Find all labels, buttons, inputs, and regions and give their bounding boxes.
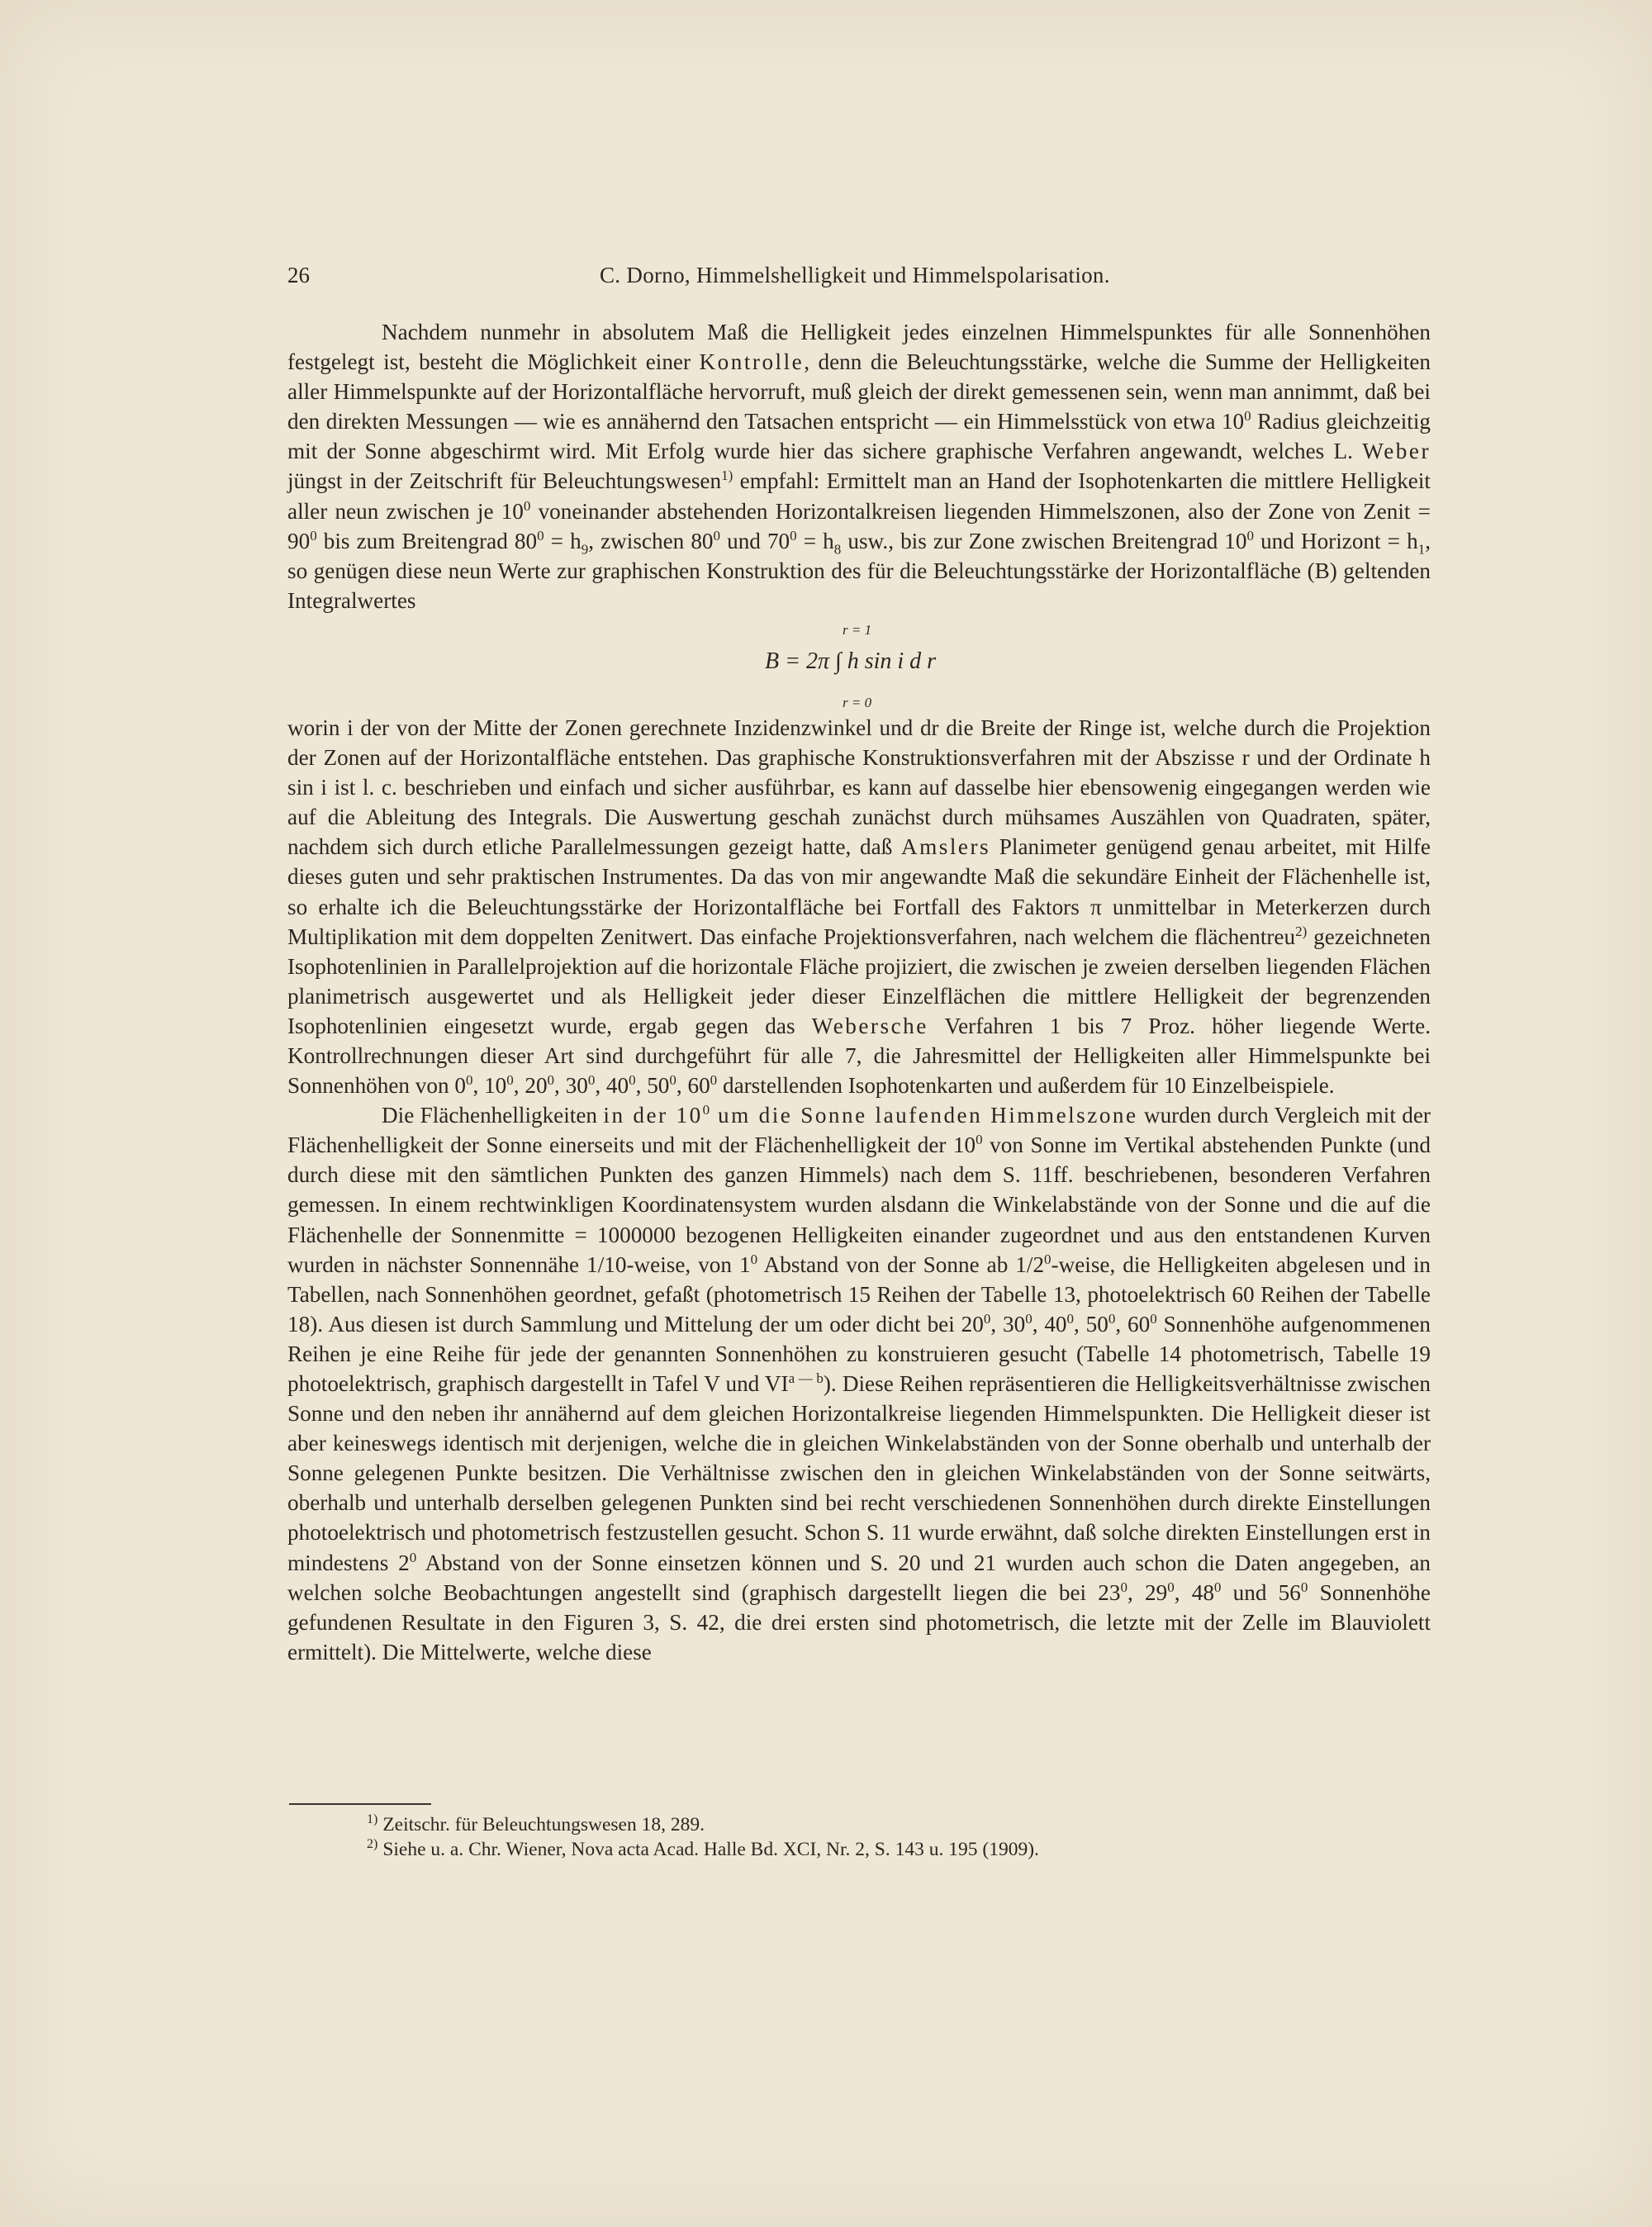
running-title: C. Dorno, Himmelshelligkeit und Himmelspolarisation. bbox=[600, 263, 1110, 287]
page-header bbox=[287, 263, 1427, 296]
integral-formula bbox=[287, 615, 1431, 713]
paragraph-2: worin i der von der Mitte der Zonen gerechnete Inzidenzwinkel und dr die Breite der Ringe ist, welche durch die Projektion der Zonen auf der Horizontalfläche entstehen. Das graphische Konstruktionsverfahren mit der Abszisse r und der Ordinate h sin i ist l. c. beschrieben und einfach und sicher ausführbar, es kann auf dasselbe hier ebensowenig eingegangen werden wie auf die Ableitung des Integrals. Die Auswertung geschah zunächst durch mühsames Auszählen von Quadraten, später, nachdem sich durch etliche Parallelmessungen gezeigt hatte, daß Amslers Planimeter genügend genau arbeitet, mit Hilfe dieses guten und sehr praktischen Instrumentes. Da das von mir angewandte Maß die sekundäre Einheit der Flächenhelle ist, so erhalte ich die Beleuchtungsstärke der Horizontalfläche bei Fortfall des Faktors π unmittelbar in Meterkerzen durch Multiplikation mit dem doppelten Zenitwert. Das einfache Projektionsverfahren, nach welchem die flächentreu$^{2)}$ gezeichneten Isophotenlinien in Parallelprojektion auf die horizontale Fläche projiziert, die zwischen je zweien derselben liegenden Flächen planimetrisch ausgewertet und als Helligkeit jeder dieser Einzelflächen die mittlere Helligkeit der begrenzenden Isophotenlinien eingesetzt wurde, ergab gegen das Webersche Verfahren 1 bis 7 Proz. höher liegende Werte. Kontrollrechnungen dieser Art sind durchgeführt für alle 7, die Jahresmittel der Helligkeiten aller Himmelspunkte bei Sonnenhöhen von $0^0$, $10^0$, $20^0$, $30^0$, $40^0$, $50^0$, $60^0$ darstellenden Isophotenkarten und außerdem für 10 Einzelbeispiele. bbox=[287, 715, 1431, 1099]
footnote-divider bbox=[289, 1803, 431, 1805]
paragraph-3: Die Flächenhelligkeiten in der $10^0$ um die Sonne laufenden Himmelszone wurden durch Vergleich mit der Flächenhelligkeit der Sonne einerseits und mit der Flächenhelligkeit der $10^0$ von Sonne im Vertikal abstehenden Punkte (und durch diese mit den sämtlichen Punkten des ganzen Himmels) nach dem S. 11ff. beschriebenen, besonderen Verfahren gemessen. In einem rechtwinkligen Koordinatensystem wurden alsdann die Winkelabstände von der Sonne und die auf die Flächenhelle der Sonnenmitte = 1000000 bezogenen Helligkeiten einander zugeordnet und aus den entstandenen Kurven wurden in nächster Sonnennähe 1/10-weise, von $1^0$ Abstand von der Sonne ab $1/2^0$-weise, die Helligkeiten abgelesen und in Tabellen, nach Sonnenhöhen geordnet, gefaßt (photometrisch 15 Reihen der Tabelle 13, photoelektrisch 60 Reihen der Tabelle 18). Aus diesen ist durch Sammlung und Mittelung der um oder dicht bei $20^0$, $30^0$, $40^0$, $50^0$, $60^0$ Sonnenhöhe aufgenommenen Reihen je eine Reihe für jede der genannten Sonnenhöhen zu konstruieren gesucht (Tabelle 14 photometrisch, Tabelle 19 photoelektrisch, graphisch dargestellt in Tafel V und $VI^{a — b}$). Diese Reihen repräsentieren die Helligkeitsverhältnisse zwischen Sonne und den neben ihr annähernd auf dem gleichen Horizontalkreise liegenden Himmelspunkten. Die Helligkeit dieser ist aber keineswegs identisch mit derjenigen, welche die in gleichen Winkelabständen von der Sonne oberhalb und unterhalb der Sonne gelegenen Punkte besitzen. Die Verhältnisse zwischen den in gleichen Winkelabständen von der Sonne seitwärts, oberhalb und unterhalb derselben gelegenen Punkten sind bei recht verschiedenen Sonnenhöhen durch direkte Einstellungen photoelektrisch und photometrisch festzustellen gesucht. Schon S. 11 wurde erwähnt, daß solche direkten Einstellungen erst in mindestens $2^0$ Abstand von der Sonne einsetzen können und S. 20 und 21 wurden auch schon die Daten angegeben, an welchen solche Beobachtungen angestellt sind (graphisch dargestellt liegen die bei $23^0$, $29^0$, $48^0$ und $56^0$ Sonnenhöhe gefundenen Resultate in den Figuren 3, S. 42, die drei ersten sind photometrisch, die letzte mit der Zelle im Blauviolett ermittelt). Die Mittelwerte, welche diese bbox=[287, 1102, 1431, 1664]
footnotes bbox=[367, 1812, 1399, 1862]
body-text bbox=[287, 317, 1431, 1667]
page-number: 26 bbox=[287, 263, 310, 287]
integral-lower-limit: r = 0 bbox=[843, 694, 872, 710]
footnote-1: $^{1)}$ Zeitschr. für Beleuchtungswesen 18, 289. bbox=[367, 1812, 705, 1835]
integral-expression: B = 2π ∫ h sin i d r bbox=[765, 648, 937, 674]
integral-upper-limit: r = 1 bbox=[843, 621, 872, 638]
footnote-2: $^{2)}$ Siehe u. a. Chr. Wiener, Nova acta Acad. Halle Bd. XCI, Nr. 2, S. 143 u. 195 (1909). bbox=[367, 1837, 1039, 1860]
paragraph-1: Nachdem nunmehr in absolutem Maß die Helligkeit jedes einzelnen Himmelspunktes für alle Sonnenhöhen festgelegt ist, besteht die Möglichkeit einer Kontrolle, denn die Beleuchtungsstärke, welche die Summe der Helligkeiten aller Himmelspunkte auf der Horizontalfläche hervorruft, muß gleich der direkt gemessenen sein, wenn man annimmt, daß bei den direkten Messungen — wie es annähernd den Tatsachen entspricht — ein Himmelsstück von etwa $10^0$ Radius gleichzeitig mit der Sonne abgeschirmt wird. Mit Erfolg wurde hier das sichere graphische Verfahren angewandt, welches L. Weber jüngst in der Zeitschrift für Beleuchtungswesen$^{1)}$ empfahl: Ermittelt man an Hand der Isophotenkarten die mittlere Helligkeit aller neun zwischen je $10^0$ voneinander abstehenden Horizontalkreisen liegenden Himmelszonen, also der Zone von Zenit = $90^0$ bis zum Breitengrad $80^0 = h_9$, zwischen $80^0$ und $70^0 = h_8$ usw., bis zur Zone zwischen Breitengrad $10^0$ und Horizont = $h_1$, so genügen diese neun Werte zur graphischen Konstruktion des für die Beleuchtungsstärke der Horizontalfläche (B) geltenden Integralwertes bbox=[287, 320, 1431, 613]
